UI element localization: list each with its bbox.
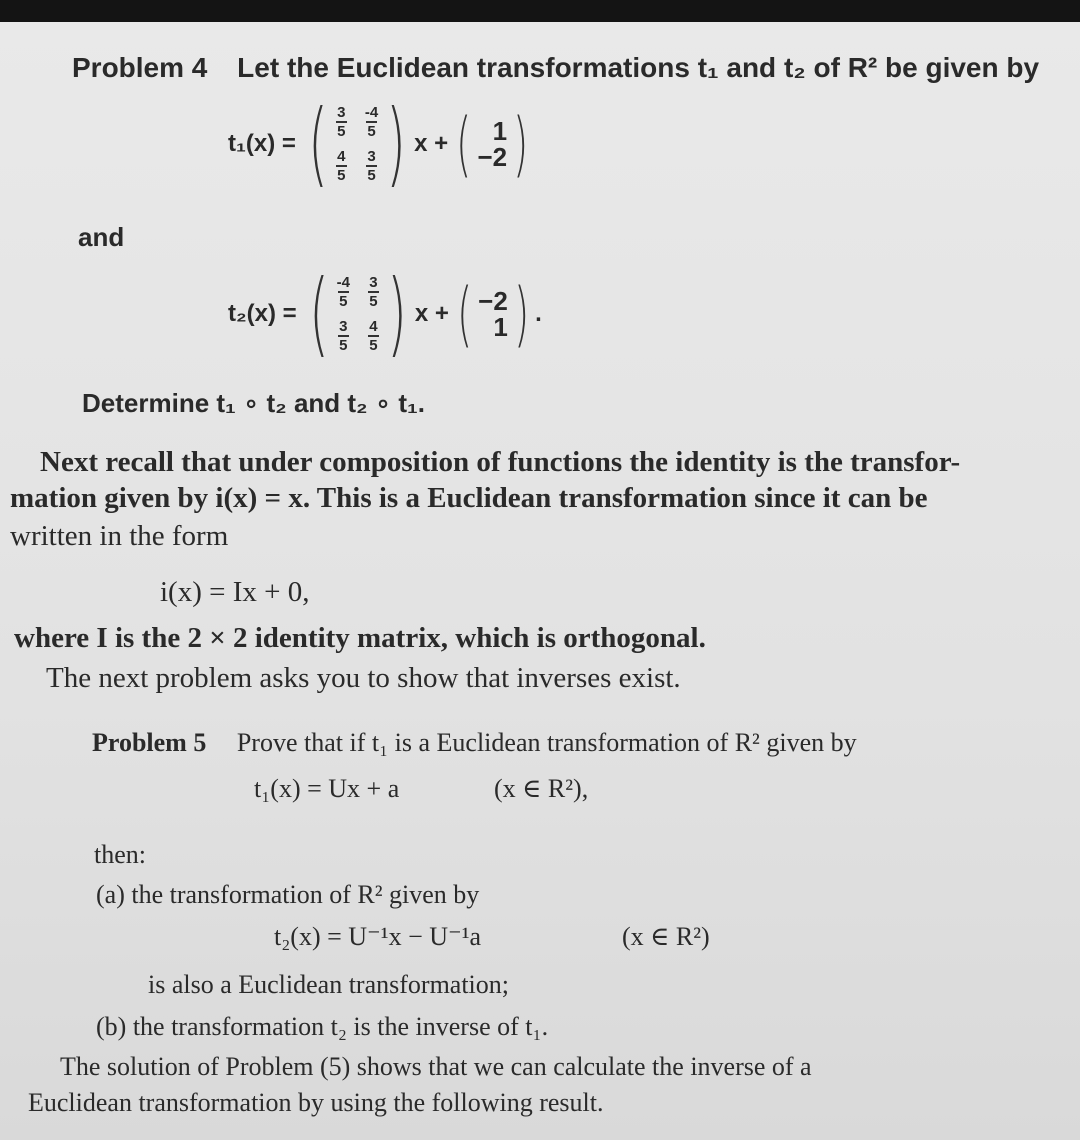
- t1-m11: $\frac{3}{5}$: [337, 104, 346, 140]
- problem4-intro: Let the Euclidean transformations t₁ and t₂ of R² be given by: [237, 52, 1040, 83]
- problem5-part-a: (a) the transformation of R² given by: [96, 880, 480, 909]
- problem5-domain2: (x ∈ R²): [622, 922, 710, 951]
- identity-line5: The next problem asks you to show that inverses exist.: [46, 662, 681, 694]
- identity-line3: written in the form: [10, 520, 229, 552]
- identity-line4: where I is the 2 × 2 identity matrix, which is orthogonal.: [14, 622, 706, 654]
- t2-label: t₂(x) =: [228, 300, 297, 327]
- t2-vector: −2 1: [478, 286, 508, 342]
- closing-line2: Euclidean transformation by using the following result.: [28, 1088, 604, 1117]
- problem5-formula2: t₂(x) = U⁻¹x − U⁻¹a: [274, 922, 482, 951]
- t1-label: t₁(x) =: [228, 130, 296, 157]
- t2-m12: $\frac{3}{5}$: [369, 274, 378, 310]
- t2-m11: $\frac{-4}{5}$: [336, 274, 350, 310]
- t1-x-plus: x +: [414, 130, 449, 157]
- closing-line1: The solution of Problem (5) shows that we can calculate the inverse of a: [60, 1052, 812, 1081]
- problem4-label: Problem 4: [72, 52, 208, 83]
- t1-equation: t₁(x) = ( $\frac{3}{5}$ $\frac{4}{5}$ $\frac{-4}{5}$ $\frac{3}{5}$ ) x + ( 1 −2 ): [228, 90, 529, 197]
- t2-x-plus: x +: [414, 300, 449, 327]
- t1-m12: $\frac{-4}{5}$: [364, 104, 379, 140]
- problem5-intro: Prove that if t₁ is a Euclidean transformation of R² given by: [236, 728, 857, 757]
- t1-matrix: [336, 105, 378, 183]
- problem5-then: then:: [94, 840, 146, 869]
- identity-line2: mation given by i(x) = x. This is a Euclidean transformation since it can be: [10, 482, 928, 514]
- determine-line: Determine t₁ ∘ t₂ and t₂ ∘ t₁.: [82, 388, 425, 418]
- identity-formula: i(x) = Ix + 0,: [160, 576, 310, 608]
- t2-end: .: [535, 300, 542, 327]
- problem5-domain1: (x ∈ R²),: [494, 774, 589, 803]
- and-word: and: [78, 222, 125, 252]
- problem4-heading: [72, 52, 1039, 84]
- t1-m22: $\frac{3}{5}$: [367, 148, 376, 184]
- problem5-formula1: t₁(x) = Ux + a: [254, 774, 400, 803]
- t1-vector: 1 −2: [477, 116, 508, 172]
- t2-m22: $\frac{4}{5}$: [369, 318, 378, 354]
- t2-matrix: [337, 275, 379, 353]
- textbook-page: [0, 22, 1080, 1140]
- problem5-heading: [92, 728, 857, 758]
- identity-line1: Next recall that under composition of functions the identity is the transfor-: [40, 446, 961, 478]
- t1-m21: $\frac{4}{5}$: [337, 148, 346, 184]
- problem5-part-b: (b) the transformation t₂ is the inverse of t₁.: [96, 1012, 549, 1041]
- problem5-part-a-end: is also a Euclidean transformation;: [148, 970, 510, 999]
- t2-m21: $\frac{3}{5}$: [339, 318, 348, 354]
- top-dark-bar: [0, 0, 1080, 22]
- problem5-label: Problem 5: [92, 728, 207, 757]
- t2-equation: t₂(x) = ( $\frac{-4}{5}$ $\frac{3}{5}$ $\frac{3}{5}$ $\frac{4}{5}$ ) x + ( −2 1 ) .: [228, 260, 542, 367]
